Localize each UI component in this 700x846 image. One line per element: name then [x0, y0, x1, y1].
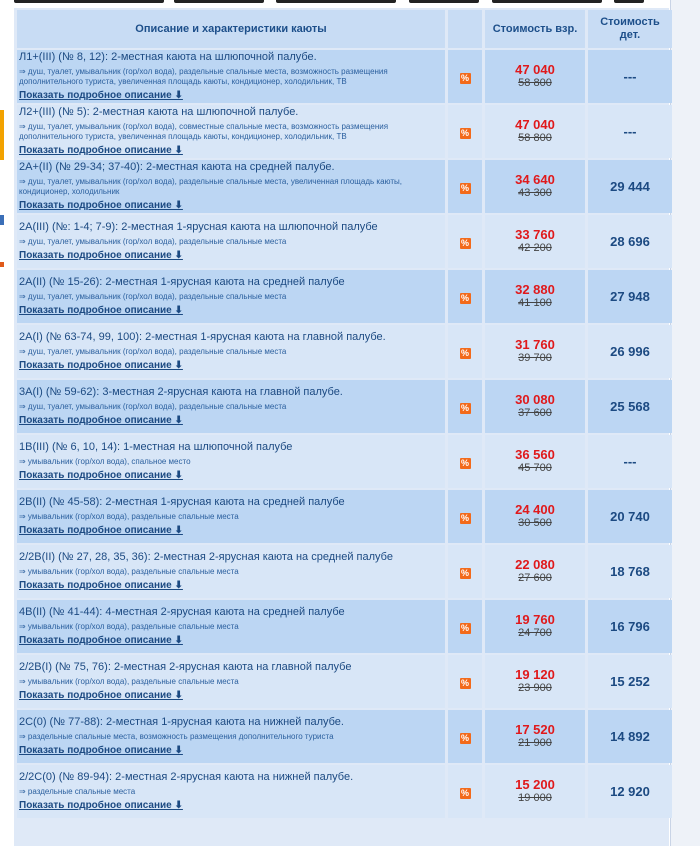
child-price: 14 892	[588, 710, 672, 763]
header-description: Описание и характеристики каюты	[17, 10, 445, 48]
child-price: 29 444	[588, 160, 672, 213]
cabin-description-cell	[17, 600, 445, 653]
original-price: 30 500	[518, 517, 552, 529]
percent-badge-icon[interactable]: %	[460, 787, 469, 798]
child-price: 20 740	[588, 490, 672, 543]
child-price: 25 568	[588, 380, 672, 433]
percent-badge-icon[interactable]: %	[460, 292, 469, 303]
show-details-link[interactable]: Показать подробное описание ⬇	[19, 800, 183, 811]
discounted-price: 34 640	[515, 172, 555, 187]
show-details-link[interactable]: Показать подробное описание ⬇	[19, 305, 183, 316]
child-price: 27 948	[588, 270, 672, 323]
discount-cell	[448, 215, 482, 268]
adult-price-cell	[485, 325, 585, 378]
percent-badge-icon[interactable]: %	[460, 677, 469, 688]
cabin-price-table	[14, 8, 675, 820]
adult-price-cell	[485, 710, 585, 763]
child-price: 26 996	[588, 325, 672, 378]
original-price: 43 300	[518, 187, 552, 199]
discount-cell	[448, 270, 482, 323]
original-price: 39 700	[518, 352, 552, 364]
cabin-description-cell	[17, 215, 445, 268]
adult-price-cell	[485, 435, 585, 488]
original-price: 45 700	[518, 462, 552, 474]
show-details-link[interactable]: Показать подробное описание ⬇	[19, 745, 183, 756]
cabin-features: ⇒ душ, туалет, умывальник (гор/хол вода), раздельные спальные места	[19, 402, 287, 411]
show-details-link[interactable]: Показать подробное описание ⬇	[19, 525, 183, 536]
cabin-description-cell	[17, 490, 445, 543]
original-price: 58 800	[518, 132, 552, 144]
discounted-price: 33 760	[515, 227, 555, 242]
cabin-title: Л1+(III) (№ 8, 12): 2-местная каюта на шлюпочной палубе.	[19, 51, 317, 63]
percent-badge-icon[interactable]: %	[460, 237, 469, 248]
cabin-features: ⇒ душ, туалет, умывальник (гор/хол вода), раздельные спальные места, возможность размещения дополнительного туриста, увеличенная площадь каюты, кондиционер, холодильник, ТВ	[19, 67, 388, 86]
discount-cell	[448, 600, 482, 653]
cut-off-text-strip	[14, 0, 654, 6]
cabin-description-cell	[17, 380, 445, 433]
table-row	[17, 765, 672, 818]
cabin-title: 2А+(II) (№ 29-34; 37-40): 2-местная каюта на средней палубе.	[19, 161, 335, 173]
percent-badge-icon[interactable]: %	[460, 512, 469, 523]
cabin-title: 2С(0) (№ 77-88): 2-местная 1-ярусная каюта на нижней палубе.	[19, 716, 344, 728]
child-price: ---	[588, 435, 672, 488]
cabin-features: ⇒ умывальник (гор/хол вода), спальное место	[19, 457, 191, 466]
cabin-features: ⇒ душ, туалет, умывальник (гор/хол вода), раздельные спальные места	[19, 292, 287, 301]
adult-price-cell	[485, 490, 585, 543]
original-price: 37 600	[518, 407, 552, 419]
cabin-title: 2А(I) (№ 63-74, 99, 100): 2-местная 1-ярусная каюта на главной палубе.	[19, 331, 386, 343]
child-price: 28 696	[588, 215, 672, 268]
percent-badge-icon[interactable]: %	[460, 567, 469, 578]
original-price: 19 000	[518, 792, 552, 804]
discounted-price: 22 080	[515, 557, 555, 572]
show-details-link[interactable]: Показать подробное описание ⬇	[19, 690, 183, 701]
cabin-features: ⇒ умывальник (гор/хол вода), раздельные спальные места	[19, 512, 239, 521]
table-row	[17, 215, 672, 268]
cabin-description-cell	[17, 50, 445, 103]
adult-price-cell	[485, 105, 585, 158]
header-price-child: Стоимость дет.	[588, 10, 672, 48]
percent-badge-icon[interactable]: %	[460, 127, 469, 138]
left-edge-mark	[0, 262, 4, 267]
show-details-link[interactable]: Показать подробное описание ⬇	[19, 360, 183, 371]
cabin-title: 2/2С(0) (№ 89-94): 2-местная 2-ярусная каюта на нижней палубе.	[19, 771, 354, 783]
table-row	[17, 270, 672, 323]
child-price: 15 252	[588, 655, 672, 708]
left-edge	[0, 0, 10, 846]
left-edge-mark	[0, 110, 4, 160]
discounted-price: 36 560	[515, 447, 555, 462]
discounted-price: 30 080	[515, 392, 555, 407]
cabin-title: Л2+(III) (№ 5): 2-местная каюта на шлюпочной палубе.	[19, 106, 299, 118]
percent-badge-icon[interactable]: %	[460, 732, 469, 743]
table-row	[17, 545, 672, 598]
discount-cell	[448, 710, 482, 763]
cabin-description-cell	[17, 710, 445, 763]
adult-price-cell	[485, 215, 585, 268]
discount-cell	[448, 160, 482, 213]
cabin-description-cell	[17, 160, 445, 213]
table-row	[17, 435, 672, 488]
table-row	[17, 655, 672, 708]
discounted-price: 47 040	[515, 62, 555, 77]
original-price: 24 700	[518, 627, 552, 639]
cabin-features: ⇒ умывальник (гор/хол вода), раздельные спальные места	[19, 622, 239, 631]
discount-cell	[448, 765, 482, 818]
original-price: 27 600	[518, 572, 552, 584]
table-row	[17, 490, 672, 543]
cabin-features: ⇒ умывальник (гор/хол вода), раздельные спальные места	[19, 567, 239, 576]
discounted-price: 17 520	[515, 722, 555, 737]
header-price-adult: Стоимость взр.	[485, 10, 585, 48]
cabin-description-cell	[17, 545, 445, 598]
show-details-link[interactable]: Показать подробное описание ⬇	[19, 415, 183, 426]
cabin-features: ⇒ душ, туалет, умывальник (гор/хол вода), раздельные спальные места	[19, 237, 287, 246]
discount-cell	[448, 435, 482, 488]
discounted-price: 24 400	[515, 502, 555, 517]
cabin-title: 2/2В(II) (№ 27, 28, 35, 36): 2-местная 2-ярусная каюта на средней палубе	[19, 551, 393, 563]
original-price: 41 100	[518, 297, 552, 309]
percent-badge-icon[interactable]: %	[460, 72, 469, 83]
adult-price-cell	[485, 380, 585, 433]
table-row	[17, 50, 672, 103]
cabin-features: ⇒ раздельные спальные места	[19, 787, 136, 796]
cabin-price-table-container	[14, 8, 669, 846]
cabin-title: 2А(II) (№ 15-26): 2-местная 1-ярусная каюта на средней палубе	[19, 276, 345, 288]
discount-cell	[448, 490, 482, 543]
cabin-description-cell	[17, 105, 445, 158]
show-details-link[interactable]: Показать подробное описание ⬇	[19, 250, 183, 261]
original-price: 21 900	[518, 737, 552, 749]
cabin-title: 2А(III) (№: 1-4; 7-9): 2-местная 1-ярусная каюта на шлюпочной палубе	[19, 221, 378, 233]
table-row	[17, 105, 672, 158]
discounted-price: 47 040	[515, 117, 555, 132]
discounted-price: 19 760	[515, 612, 555, 627]
percent-badge-icon[interactable]: %	[460, 402, 469, 413]
child-price: ---	[588, 105, 672, 158]
percent-badge-icon[interactable]: %	[460, 457, 469, 468]
child-price: 16 796	[588, 600, 672, 653]
discounted-price: 15 200	[515, 777, 555, 792]
discounted-price: 19 120	[515, 667, 555, 682]
adult-price-cell	[485, 545, 585, 598]
discount-cell	[448, 50, 482, 103]
show-details-link[interactable]: Показать подробное описание ⬇	[19, 580, 183, 591]
discount-cell	[448, 325, 482, 378]
discounted-price: 31 760	[515, 337, 555, 352]
header-discount	[448, 10, 482, 48]
show-details-link[interactable]: Показать подробное описание ⬇	[19, 90, 183, 101]
table-row	[17, 160, 672, 213]
adult-price-cell	[485, 600, 585, 653]
cabin-features: ⇒ раздельные спальные места, возможность размещения дополнительного туриста	[19, 732, 334, 741]
show-details-link[interactable]: Показать подробное описание ⬇	[19, 635, 183, 646]
cabin-title: 4В(II) (№ 41-44): 4-местная 2-ярусная каюта на средней палубе	[19, 606, 345, 618]
cabin-title: 3А(I) (№ 59-62): 3-местная 2-ярусная каюта на главной палубе.	[19, 386, 343, 398]
left-edge-mark	[0, 215, 4, 225]
cabin-description-cell	[17, 435, 445, 488]
cabin-title: 2В(II) (№ 45-58): 2-местная 1-ярусная каюта на средней палубе	[19, 496, 345, 508]
original-price: 58 800	[518, 77, 552, 89]
show-details-link[interactable]: Показать подробное описание ⬇	[19, 200, 183, 211]
cabin-description-cell	[17, 655, 445, 708]
child-price: 18 768	[588, 545, 672, 598]
cabin-features: ⇒ умывальник (гор/хол вода), раздельные спальные места	[19, 677, 239, 686]
percent-badge-icon[interactable]: %	[460, 622, 469, 633]
adult-price-cell	[485, 50, 585, 103]
cabin-features: ⇒ душ, туалет, умывальник (гор/хол вода), раздельные спальные места, увеличенная площадь каюты, кондиционер, холодильник	[19, 177, 402, 196]
adult-price-cell	[485, 655, 585, 708]
discount-cell	[448, 105, 482, 158]
original-price: 42 200	[518, 242, 552, 254]
table-row	[17, 325, 672, 378]
percent-badge-icon[interactable]: %	[460, 182, 469, 193]
table-row	[17, 380, 672, 433]
discounted-price: 32 880	[515, 282, 555, 297]
cabin-description-cell	[17, 270, 445, 323]
child-price: ---	[588, 50, 672, 103]
cabin-features: ⇒ душ, туалет, умывальник (гор/хол вода), совместные спальные места, возможность размещения дополнительного туриста, увеличенная площадь каюты, кондиционер, холодильник, ТВ	[19, 122, 389, 141]
table-header-row	[17, 10, 672, 48]
show-details-link[interactable]: Показать подробное описание ⬇	[19, 470, 183, 481]
original-price: 23 900	[518, 682, 552, 694]
percent-badge-icon[interactable]: %	[460, 347, 469, 358]
adult-price-cell	[485, 160, 585, 213]
discount-cell	[448, 655, 482, 708]
cabin-title: 1В(III) (№ 6, 10, 14): 1-местная на шлюпочной палубе	[19, 441, 293, 453]
discount-cell	[448, 545, 482, 598]
table-row	[17, 600, 672, 653]
adult-price-cell	[485, 270, 585, 323]
cabin-title: 2/2В(I) (№ 75, 76): 2-местная 2-ярусная каюта на главной палубе	[19, 661, 352, 673]
cabin-description-cell	[17, 765, 445, 818]
cabin-description-cell	[17, 325, 445, 378]
cabin-features: ⇒ душ, туалет, умывальник (гор/хол вода), раздельные спальные места	[19, 347, 287, 356]
child-price: 12 920	[588, 765, 672, 818]
show-details-link[interactable]: Показать подробное описание ⬇	[19, 145, 183, 156]
discount-cell	[448, 380, 482, 433]
table-row	[17, 710, 672, 763]
adult-price-cell	[485, 765, 585, 818]
